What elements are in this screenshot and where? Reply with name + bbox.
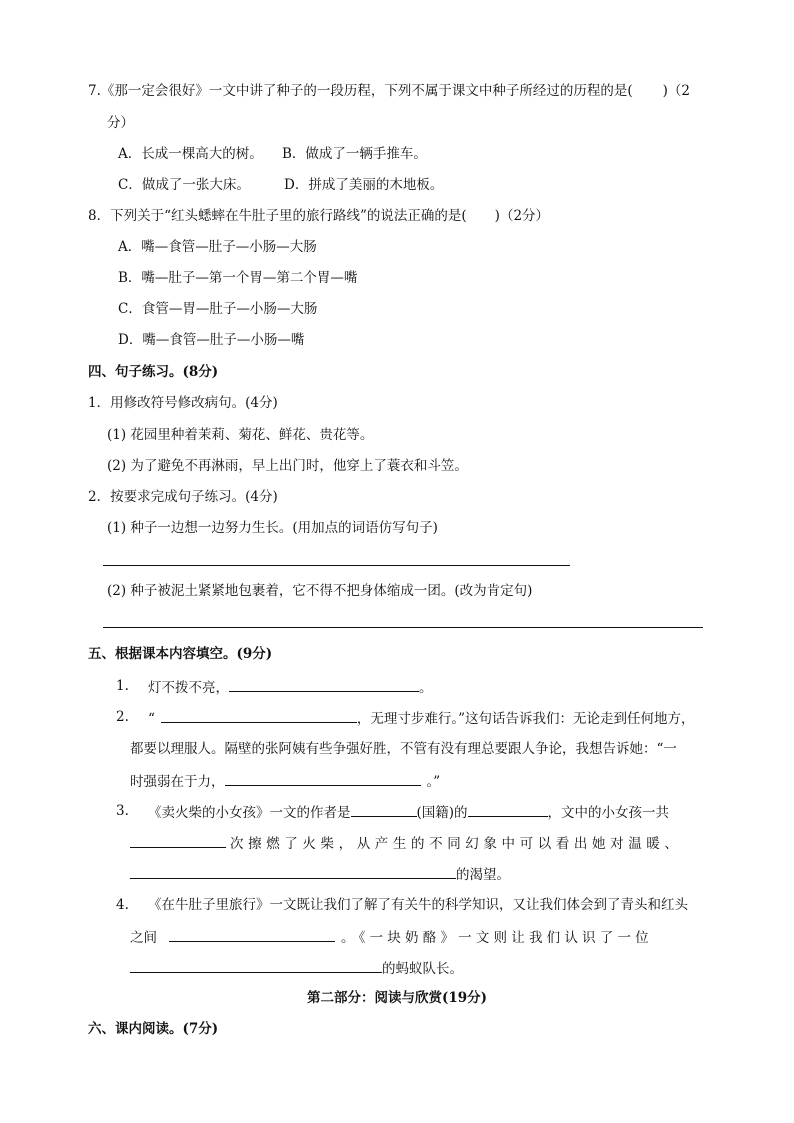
sec5-item3-text3: 次擦燃了火柴，从产生的不同幻象中可以看出她对温暖、 [230,836,683,852]
q8-option-b: B．嘴—肚子—第一个胃—第二个胃—嘴 [118,270,358,286]
q7-stem-text: 7.《那一定会很好》一文中讲了种子的一段历程，下列不属于课文中种子所经过的历程的是( [88,83,633,99]
q8-stem-text: 8．下列关于“红头蟋蟀在牛肚子里的旅行路线”的说法正确的是( [88,208,467,224]
fill-blank-2[interactable] [161,708,357,723]
sec5-item3-line1 [148,802,669,822]
fill-blank-5[interactable] [468,802,548,817]
q7-score-cont: 分） [107,115,134,131]
answer-line-1[interactable] [103,565,570,566]
sec5-item3-number: 3. [116,803,129,819]
q7-option-a: A．长成一棵高大的树。 [118,146,263,162]
sec5-item1-text: 灯不拨不亮， [148,680,229,696]
sec5-item1-number: 1. [116,678,129,694]
sec5-item3-text: 《卖火柴的小女孩》一文的作者是 [148,805,351,821]
sec5-item2-line2: 都要以理服人。隔壁的张阿姨有些争强好胜，不管有没有理总要跟人争论，我想告诉她：“一 [130,741,677,757]
q8-option-d: D．嘴—食管—肚子—小肠—嘴 [118,332,305,348]
sec5-item4-line2 [130,927,653,947]
section-6-title: 六、课内阅读。(7分) [88,1021,219,1037]
q7-option-d: D．拼成了美丽的木地板。 [284,177,444,193]
sec5-item4-line3 [130,958,463,978]
sec5-item2-text: ，无理寸步难行。”这句话告诉我们：无论走到任何地方， [356,711,695,727]
q7-stem [88,82,690,100]
sec5-item3-text2: ，文中的小女孩一共 [547,805,670,821]
part-2-title: 第二部分：阅读与欣赏(19分) [306,990,488,1006]
sec5-item3-end: 的渴望。 [456,867,510,883]
q7-score: )（2 [662,83,691,99]
sec5-item4-text2: 。《一块奶酪》一文则让我们认识了一位 [341,930,653,946]
sec5-item1-end: 。 [419,680,433,696]
q8-option-c: C．食管—胃—肚子—小肠—大肠 [118,301,318,317]
sec5-item2-text2: 时强弱在于力， [130,774,225,790]
q8-stem [88,207,549,225]
sec5-item2-line1 [148,708,695,728]
sec5-item4-line1: 《在牛肚子里旅行》一文既让我们了解了有关牛的科学知识，又让我们体会到了青头和红头 [148,897,688,913]
sec4-q1-item1: (1) 花园里种着茉莉、菊花、鲜花、贵花等。 [107,427,374,443]
section-5-title: 五、根据课本内容填空。(9分) [88,646,273,662]
sec4-q2-item2: (2) 种子被泥土紧紧地包裹着，它不得不把身体缩成一团。(改为肯定句) [107,583,533,599]
q7-option-b: B．做成了一辆手推车。 [282,146,427,162]
sec5-item2-end: 。” [426,774,441,790]
section-4-title: 四、句子练习。(8分) [88,364,219,380]
sec4-q1-item2: (2) 为了避免不再淋雨，早上出门时，他穿上了蓑衣和斗笠。 [107,458,468,474]
sec5-item4-end: 的蚂蚁队长。 [382,961,463,977]
sec4-q2-item1: (1) 种子一边想一边努力生长。(用加点的词语仿写句子) [107,520,438,536]
q7-option-c: C．做成了一张大床。 [118,177,250,193]
fill-blank-4[interactable] [351,802,417,817]
fill-blank-3[interactable] [225,771,421,786]
fill-blank-9[interactable] [130,958,382,973]
fill-blank-1[interactable] [229,677,419,692]
answer-line-2[interactable] [103,627,703,628]
fill-blank-8[interactable] [169,927,335,942]
sec5-item1 [148,677,433,697]
sec5-item4-text: 之间 [130,930,157,946]
sec5-item2-number: 2. [116,709,129,725]
sec5-item4-number: 4. [116,897,129,913]
fill-blank-7[interactable] [130,864,456,879]
sec5-item2-line3 [130,771,440,791]
q8-option-a: A．嘴—食管—肚子—小肠—大肠 [118,239,317,255]
sec4-q1: 1．用修改符号修改病句。(4分) [88,395,278,411]
sec5-item2-quote: “ [148,711,155,727]
sec4-q2: 2．按要求完成句子练习。(4分) [88,489,278,505]
fill-blank-6[interactable] [130,833,226,848]
q8-score: )（2分） [494,208,550,224]
sec5-item3-line3 [130,864,510,884]
sec5-item3-line2 [130,833,683,853]
sec5-item3-nationality: (国籍)的 [416,805,468,821]
